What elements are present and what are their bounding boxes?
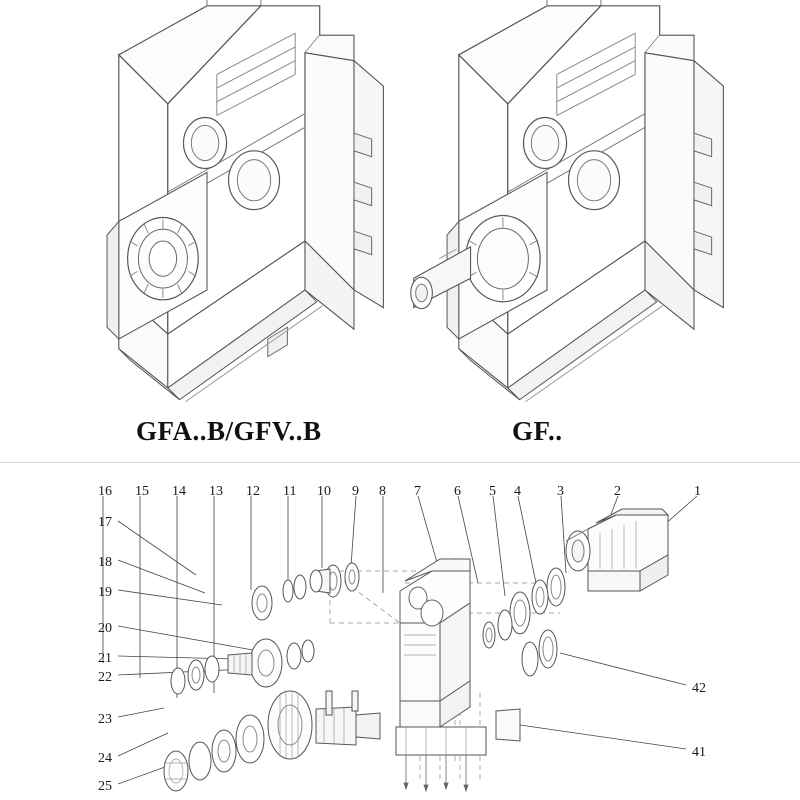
callout-16: 16	[98, 484, 112, 499]
callout-25: 25	[98, 779, 112, 794]
callout-8: 8	[379, 484, 386, 499]
cover-plates	[496, 630, 557, 741]
exploded-view-section	[0, 463, 800, 800]
gearbox-view-left	[107, 0, 383, 402]
input-shaft-assembly	[252, 563, 359, 620]
exploded-assembly-drawing	[0, 463, 800, 800]
callout-22: 22	[98, 670, 112, 685]
caption-gearbox-right: GF..	[512, 416, 563, 446]
callout-3: 3	[557, 484, 564, 499]
callout-10: 10	[317, 484, 331, 499]
gearbox-view-right	[411, 0, 724, 402]
motor-adapter-part	[566, 509, 668, 591]
callout-41: 41	[692, 745, 706, 760]
callout-1: 1	[694, 484, 701, 499]
caption-gearbox-left: GFA..B/GFV..B	[136, 416, 322, 446]
callout-18: 18	[98, 555, 112, 570]
callout-17: 17	[98, 515, 112, 530]
callout-14: 14	[172, 484, 186, 499]
callout-9: 9	[352, 484, 359, 499]
callout-20: 20	[98, 621, 112, 636]
output-shaft-assembly	[164, 691, 380, 791]
callout-13: 13	[209, 484, 223, 499]
callout-11: 11	[283, 484, 297, 499]
callout-23: 23	[98, 712, 112, 727]
callout-24: 24	[98, 751, 112, 766]
intermediate-shaft-assembly	[171, 639, 314, 694]
callout-2: 2	[614, 484, 621, 499]
callout-7: 7	[414, 484, 421, 499]
callout-15: 15	[135, 484, 149, 499]
callout-19: 19	[98, 585, 112, 600]
callout-6: 6	[454, 484, 461, 499]
housing-part	[396, 559, 486, 791]
callout-21: 21	[98, 651, 112, 666]
callout-42: 42	[692, 681, 706, 696]
callout-4: 4	[514, 484, 521, 499]
callout-12: 12	[246, 484, 260, 499]
callout-5: 5	[489, 484, 496, 499]
